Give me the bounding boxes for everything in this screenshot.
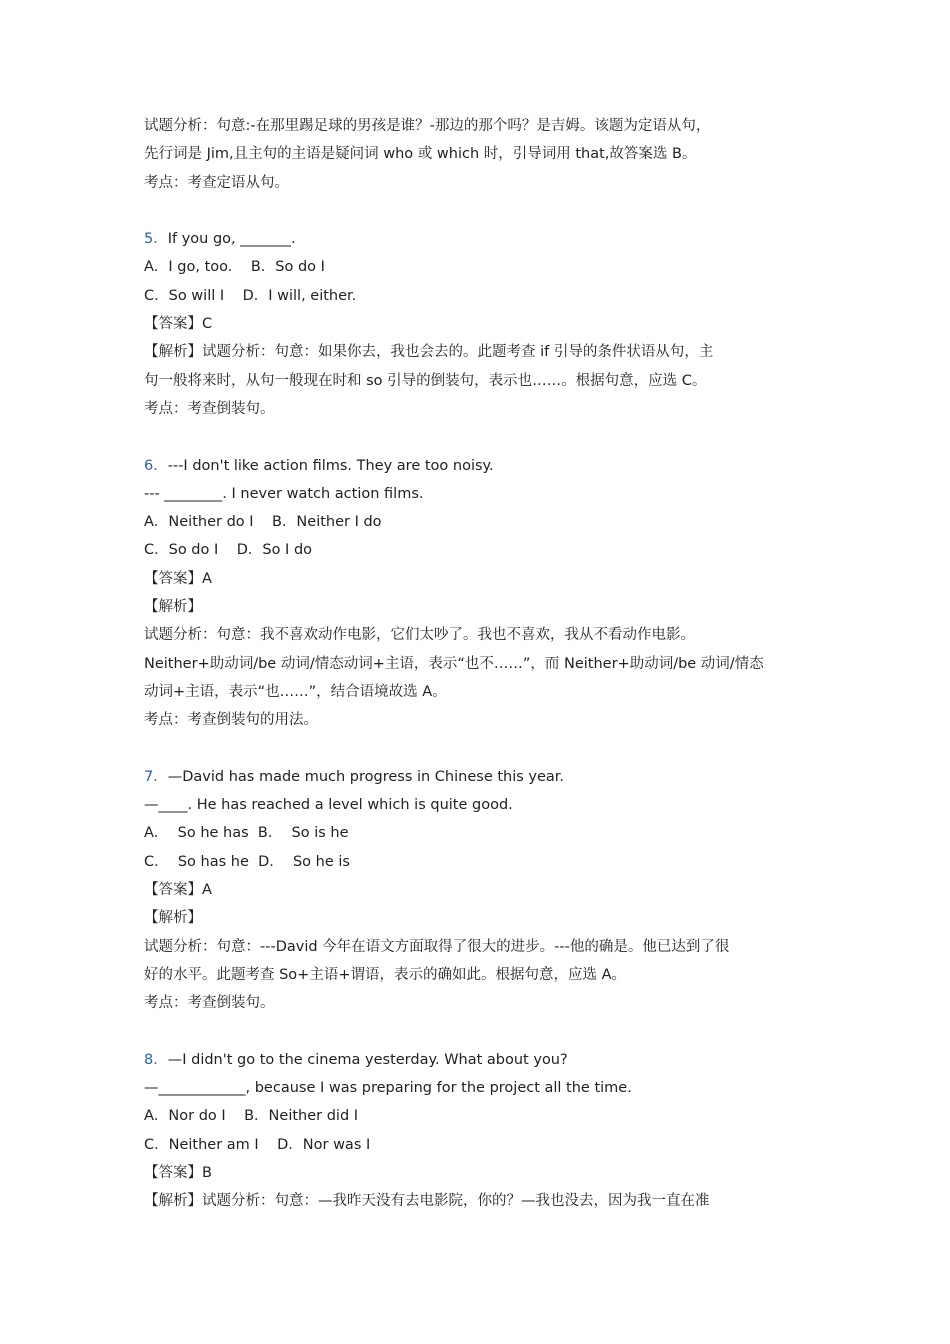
- answer-line: 【答案】A: [144, 570, 212, 587]
- option-line: C． So has he D． So he is: [144, 853, 350, 870]
- answer-line: 【答案】B: [144, 1164, 212, 1181]
- question-stem: [144, 452, 814, 480]
- topic-line: 考点：考查倒装句。: [144, 400, 275, 417]
- stem-text: —____________, because I was preparing for the project all the time.: [144, 1080, 632, 1097]
- answer-line: 【答案】A: [144, 882, 212, 899]
- analysis-line: Neither+助动词/be 动词/情态动词+主语，表示“也不……”，而 Neither+助动词/be 动词/情态: [144, 655, 764, 672]
- stem-text: ---I don't like action films. They are too noisy.: [167, 457, 494, 474]
- stem-text: —David has made much progress in Chinese this year.: [167, 768, 565, 785]
- analysis-line: 试题分析：句意：我不喜欢动作电影，它们太吵了。我也不喜欢，我从不看动作电影。: [144, 627, 695, 644]
- question-5: [144, 225, 814, 423]
- option-line: C．So do I D．So I do: [144, 542, 313, 559]
- question-stem: [144, 763, 814, 791]
- analysis-line: 试题分析：句意:-在那里踢足球的男孩是谁？-那边的那个吗？是吉姆。该题为定语从句，: [144, 118, 711, 134]
- question-number: 5．: [144, 231, 168, 248]
- question-number: 6．: [144, 457, 168, 474]
- stem-text: --- ________. I never watch action films.: [144, 485, 424, 502]
- option-line: A．Nor do I B．Neither did I: [144, 1108, 359, 1125]
- analysis-line: 好的水平。此题考查 So+主语+谓语，表示的确如此。根据句意，应选 A。: [144, 966, 627, 983]
- option-line: A．I go, too. B．So do I: [144, 259, 325, 276]
- topic-line: 考点：考查倒装句。: [144, 995, 275, 1012]
- option-line: C．So will I D．I will, either.: [144, 287, 357, 304]
- question-7: [144, 763, 814, 1018]
- analysis-line: 【解析】: [144, 599, 202, 616]
- question-stem: [144, 225, 814, 253]
- analysis-line: 先行词是 Jim,且主句的主语是疑问词 who 或 which 时，引导词用 that,故答案选 B。: [144, 146, 697, 163]
- question-number: 7．: [144, 768, 168, 785]
- question-stem: [144, 1046, 814, 1074]
- topic-line: 考点：考查倒装句的用法。: [144, 712, 318, 729]
- question-number: 8．: [144, 1051, 168, 1068]
- analysis-line: 【解析】试题分析：句意：如果你去，我也会去的。此题考查 if 引导的条件状语从句，主: [144, 344, 714, 361]
- analysis-line: 句一般将来时，从句一般现在时和 so 引导的倒装句，表示也……。根据句意，应选 C。: [144, 372, 707, 389]
- option-line: C．Neither am I D．Nor was I: [144, 1136, 371, 1153]
- stem-text: —I didn't go to the cinema yesterday. What about you?: [167, 1051, 568, 1068]
- analysis-line: 【解析】: [144, 910, 202, 927]
- question-8: [144, 1046, 814, 1216]
- stem-text: —____. He has reached a level which is quite good.: [144, 797, 513, 814]
- analysis-line: 试题分析：句意：---David 今年在语文方面取得了很大的进步。---他的确是。他已达到了很: [144, 938, 730, 955]
- question-6: [144, 452, 814, 735]
- stem-text: If you go, _______.: [167, 231, 296, 248]
- topic-line: 考点：考查定语从句。: [144, 174, 289, 191]
- option-line: A．Neither do I B．Neither I do: [144, 514, 382, 531]
- page-content: [144, 112, 814, 1216]
- option-line: A． So he has B． So is he: [144, 825, 349, 842]
- answer-line: 【答案】C: [144, 316, 213, 333]
- analysis-line: 动词+主语，表示“也……”，结合语境故选 A。: [144, 683, 447, 700]
- analysis-line: 【解析】试题分析：句意：—我昨天没有去电影院，你的？—我也没去，因为我一直在准: [144, 1193, 710, 1210]
